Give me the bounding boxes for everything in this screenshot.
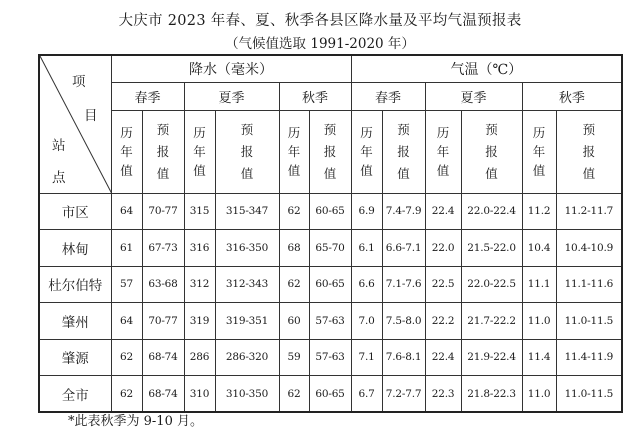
table-cell: 286-320: [215, 339, 279, 376]
sub-header-char: 预: [485, 121, 498, 137]
sub-header-char: 预: [240, 121, 254, 137]
table-row: [39, 376, 622, 413]
table-cell: 315-347: [215, 193, 279, 230]
table-cell: 21.5-22.0: [461, 230, 522, 267]
table-cell: 11.1: [522, 266, 556, 303]
table-cell: 22.4: [425, 339, 461, 376]
table-row: [39, 339, 622, 376]
sub-header-char: 值: [156, 165, 170, 181]
table-row: [39, 230, 622, 267]
table-cell: 7.6-8.1: [382, 339, 425, 376]
sub-header-char: 值: [120, 163, 133, 178]
forecast-table: [38, 54, 623, 413]
table-cell: 57-63: [309, 303, 351, 340]
sub-header-char: 报: [156, 143, 170, 159]
sub-header-char: 报: [323, 143, 337, 159]
table-cell: 319-351: [215, 303, 279, 340]
table-cell: 62: [279, 266, 309, 303]
corner-item-label: 项: [72, 74, 86, 90]
table-cell: 6.9: [351, 193, 382, 230]
table-cell: 7.1: [351, 339, 382, 376]
sub-header-char: 历: [287, 125, 301, 140]
table-cell: 62: [111, 376, 142, 413]
sub-header-char: 年: [287, 144, 301, 159]
table-cell: 67-73: [142, 230, 184, 267]
table-cell: 22.2: [425, 303, 461, 340]
station-name: 全市: [39, 376, 111, 413]
sub-header-hist: [351, 110, 382, 193]
table-cell: 7.4-7.9: [382, 193, 425, 230]
sub-header-char: 历: [360, 125, 373, 140]
temp-group-header: 气温（℃）: [351, 55, 622, 82]
sub-header-char: 历: [193, 125, 206, 140]
page-title: 大庆市 2023 年春、夏、秋季各县区降水量及平均气温预报表: [118, 13, 522, 29]
table-cell: 62: [279, 376, 309, 413]
table-cell: 64: [111, 303, 142, 340]
sub-header-char: 值: [582, 165, 596, 181]
table-cell: 11.0: [522, 376, 556, 413]
table-cell: 11.4-11.9: [556, 339, 622, 376]
header-row-seasons: [39, 82, 622, 110]
temp-summer-header: 夏季: [425, 82, 522, 110]
table-cell: 11.0: [522, 303, 556, 340]
corner-station-label: 站: [52, 138, 66, 154]
station-name: 肇源: [39, 339, 111, 376]
sub-header-char: 值: [240, 165, 254, 181]
sub-header-fcst: [142, 110, 184, 193]
sub-header-char: 年: [120, 144, 133, 159]
table-cell: 70-77: [142, 193, 184, 230]
table-cell: 22.5: [425, 266, 461, 303]
sub-header-hist: [522, 110, 556, 193]
table-cell: 22.0-22.5: [461, 266, 522, 303]
sub-header-char: 值: [485, 165, 498, 181]
table-cell: 310: [184, 376, 215, 413]
sub-header-char: 报: [397, 143, 410, 159]
corner-item-label-2: 目: [84, 108, 98, 124]
table-cell: 6.6-7.1: [382, 230, 425, 267]
table-cell: 7.0: [351, 303, 382, 340]
table-cell: 11.2-11.7: [556, 193, 622, 230]
sub-header-char: 报: [485, 143, 498, 159]
table-cell: 70-77: [142, 303, 184, 340]
precip-autumn-header: 秋季: [279, 82, 351, 110]
temp-spring-header: 春季: [351, 82, 425, 110]
table-cell: 59: [279, 339, 309, 376]
sub-header-char: 年: [193, 144, 206, 159]
table-cell: 21.9-22.4: [461, 339, 522, 376]
table-cell: 6.1: [351, 230, 382, 267]
sub-header-char: 报: [582, 143, 596, 159]
table-cell: 22.0: [425, 230, 461, 267]
table-cell: 11.0-11.5: [556, 303, 622, 340]
header-row-groups: [39, 55, 622, 82]
sub-header-char: 历: [436, 125, 450, 140]
table-cell: 60-65: [309, 266, 351, 303]
table-cell: 10.4-10.9: [556, 230, 622, 267]
header-row-subcolumns: [39, 110, 622, 193]
sub-header-fcst: [309, 110, 351, 193]
table-cell: 64: [111, 193, 142, 230]
page-subtitle: （气候值选取 1991-2020 年）: [225, 36, 415, 52]
sub-header-char: 值: [397, 165, 410, 181]
table-cell: 319: [184, 303, 215, 340]
sub-header-fcst: [215, 110, 279, 193]
table-cell: 312-343: [215, 266, 279, 303]
sub-header-hist: [111, 110, 142, 193]
sub-header-hist: [184, 110, 215, 193]
precip-summer-header: 夏季: [184, 82, 279, 110]
table-cell: 11.2: [522, 193, 556, 230]
station-name: 杜尔伯特: [39, 266, 111, 303]
sub-header-char: 年: [532, 144, 546, 159]
sub-header-char: 报: [240, 143, 254, 159]
station-name: 市区: [39, 193, 111, 230]
table-cell: 6.6: [351, 266, 382, 303]
table-cell: 22.0-22.4: [461, 193, 522, 230]
sub-header-char: 值: [287, 163, 301, 178]
table-cell: 62: [111, 339, 142, 376]
sub-header-char: 值: [360, 163, 373, 178]
station-name: 林甸: [39, 230, 111, 267]
table-cell: 68-74: [142, 339, 184, 376]
table-cell: 60-65: [309, 376, 351, 413]
table-row: [39, 266, 622, 303]
sub-header-char: 值: [193, 163, 206, 178]
sub-header-char: 预: [156, 121, 170, 137]
sub-header-char: 历: [532, 125, 546, 140]
footnote: *此表秋季为 9-10 月。: [68, 414, 203, 429]
table-cell: 63-68: [142, 266, 184, 303]
table-cell: 11.4: [522, 339, 556, 376]
table-cell: 7.2-7.7: [382, 376, 425, 413]
table-cell: 57: [111, 266, 142, 303]
table-cell: 11.0-11.5: [556, 376, 622, 413]
temp-autumn-header: 秋季: [522, 82, 622, 110]
table-cell: 22.3: [425, 376, 461, 413]
table-cell: 22.4: [425, 193, 461, 230]
table-cell: 21.7-22.2: [461, 303, 522, 340]
table-cell: 286: [184, 339, 215, 376]
table-cell: 10.4: [522, 230, 556, 267]
table-cell: 316: [184, 230, 215, 267]
sub-header-char: 值: [436, 163, 450, 178]
sub-header-hist: [425, 110, 461, 193]
table-cell: 68: [279, 230, 309, 267]
corner-header: [39, 55, 111, 193]
table-cell: 316-350: [215, 230, 279, 267]
table-cell: 57-63: [309, 339, 351, 376]
table-cell: 310-350: [215, 376, 279, 413]
table-row: [39, 303, 622, 340]
table-cell: 21.8-22.3: [461, 376, 522, 413]
table-body: [39, 193, 622, 412]
sub-header-char: 年: [436, 144, 450, 159]
precip-group-header: 降水（毫米）: [111, 55, 351, 82]
sub-header-char: 年: [360, 144, 373, 159]
table-row: [39, 193, 622, 230]
sub-header-char: 值: [323, 165, 337, 181]
sub-header-char: 预: [397, 121, 410, 137]
sub-header-char: 预: [323, 121, 337, 137]
corner-station-label-2: 点: [52, 170, 66, 186]
table-cell: 68-74: [142, 376, 184, 413]
table-cell: 65-70: [309, 230, 351, 267]
station-name: 肇州: [39, 303, 111, 340]
sub-header-char: 预: [582, 121, 596, 137]
precip-spring-header: 春季: [111, 82, 184, 110]
sub-header-fcst: [556, 110, 622, 193]
sub-header-char: 历: [120, 125, 133, 140]
sub-header-char: 值: [532, 163, 546, 178]
table-cell: 60: [279, 303, 309, 340]
table-cell: 62: [279, 193, 309, 230]
sub-header-fcst: [382, 110, 425, 193]
sub-header-fcst: [461, 110, 522, 193]
table-cell: 315: [184, 193, 215, 230]
table-cell: 312: [184, 266, 215, 303]
table-cell: 11.1-11.6: [556, 266, 622, 303]
table-cell: 7.1-7.6: [382, 266, 425, 303]
table-cell: 60-65: [309, 193, 351, 230]
sub-header-hist: [279, 110, 309, 193]
table-cell: 6.7: [351, 376, 382, 413]
table-cell: 7.5-8.0: [382, 303, 425, 340]
table-cell: 61: [111, 230, 142, 267]
